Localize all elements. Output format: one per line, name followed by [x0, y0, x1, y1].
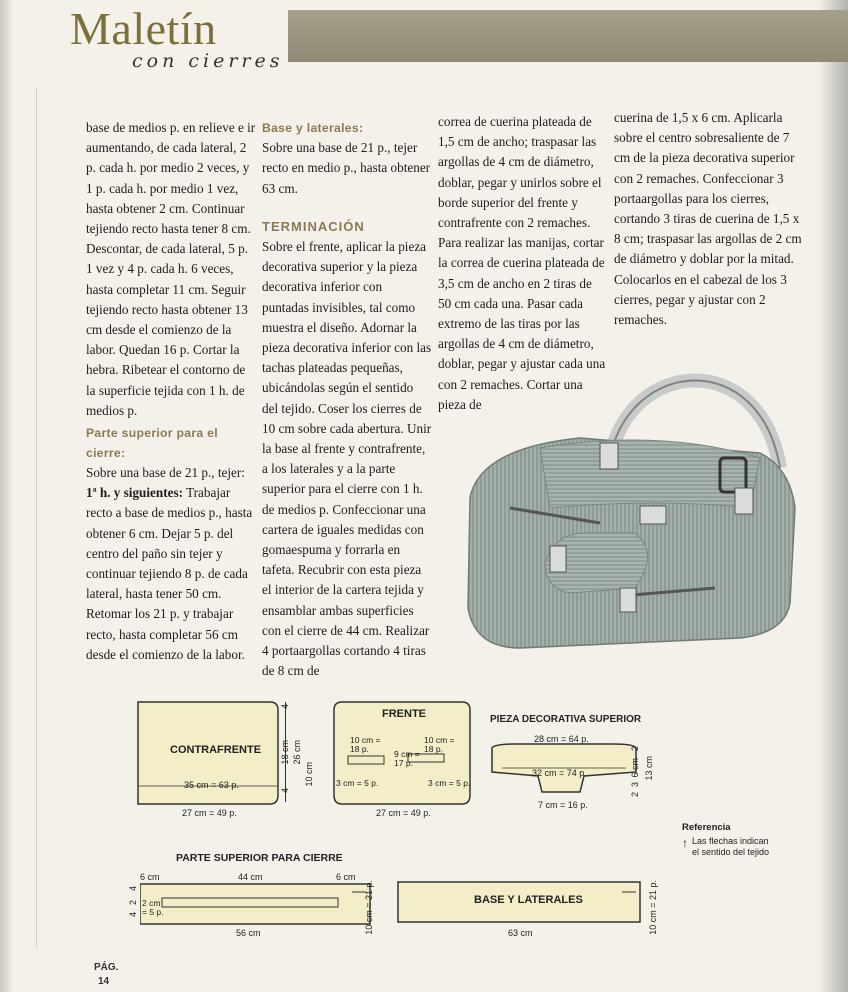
section-heading: Base y laterales: [262, 121, 364, 135]
diagram-measure: 3 cm = 5 p. [336, 778, 379, 788]
text-column-4 [614, 108, 804, 330]
section-heading: Parte superior para el cierre: [86, 426, 218, 461]
diagram-measure: 4 [280, 704, 290, 710]
diagram-measure: 18 cm [280, 740, 290, 765]
bag-strap-tab [640, 506, 666, 524]
legend-title: Referencia [682, 822, 731, 833]
diagram-measure: 6 cm [630, 758, 640, 778]
diagram-measure: 2 cm = 5 p. [142, 898, 164, 917]
diagram-title: PARTE SUPERIOR PARA CIERRE [176, 852, 343, 864]
diagram-measure: 4 [128, 912, 138, 918]
paragraph: Sobre el frente, aplicar la pieza decorativa superior y la pieza decorativa inferior con puntadas invisibles, tal como muestra el diseño. Adornar la pieza decorativa inferior con las tachas plateadas pequeñas, ubicándolas según el sentido del tejido. Coser los cierres de 10 cm sobre cada abertura. Unir la base al frente y contrafrente, a los laterales y a la parte superior para el cierre con 1 h. de medios p. Confeccionar una cartera de iguales medidas con gomaespuma y forrarla en tafeta. Recubrir con esta pieza el interior de la cartera tejida y ensamblar ambas superficies con el cierre de 44 cm. Realizar 4 portaargollas cortando 4 tiras de 8 cm de [262, 239, 432, 679]
diagram-measure: 32 cm = 74 p. [532, 768, 587, 778]
page-edge-shadow [818, 0, 848, 992]
diagram-title: FRENTE [382, 708, 426, 720]
page-subtitle: con cierres [132, 50, 284, 72]
bag-flap [540, 440, 760, 508]
diagram-title: PIEZA DECORATIVA SUPERIOR [490, 714, 642, 725]
diagram-base-laterales [396, 872, 666, 942]
diagram-measure: 2 [630, 792, 640, 798]
diagram-parte-superior [120, 850, 390, 940]
title-bar [288, 10, 848, 62]
legend-text: Las flechas indican [692, 836, 769, 846]
page-title: Maletín [70, 3, 217, 54]
paragraph: base de medios p. en relieve e ir aumentando, de cada lateral, 2 p. cada h. por medio 2 veces, y 1 p. cada h. por medio 1 vez, hasta obtener 2 cm. Continuar tejiendo recto hasta tener 8 cm. Descontar, de cada lateral, 5 p. 1 vez y 4 p. cada h. 6 veces, hasta completar 11 cm. Seguir tejiendo recto hasta obtener 13 cm desde el comienzo de la labor. Quedan 16 p. Cortar la hebra. Ribetear el contorno de la superficie tejida con 1 h. de medios p. [86, 120, 256, 418]
text-column-2 [262, 118, 432, 681]
diagram-measure: 27 cm = 49 p. [182, 808, 237, 818]
diagram-measure: 13 cm [644, 756, 654, 781]
diagram-measure: 28 cm = 64 p. [534, 734, 589, 744]
diagram-measure: 2 [630, 746, 640, 752]
section-heading: TERMINACIÓN [262, 218, 365, 234]
bag-strap-tab [550, 546, 566, 572]
diagram-measure: 35 cm = 63 p. [184, 780, 239, 790]
parte-superior-shape [140, 882, 390, 926]
diagram-measure: 56 cm [236, 928, 261, 938]
diagram-measure: 10 cm = 18 p. [424, 735, 455, 754]
diagram-measure: 10 cm = 21 p. [364, 880, 374, 935]
diagram-measure: 10 cm = 18 p. [350, 735, 381, 754]
margin-rule [36, 88, 37, 948]
bag-photo [460, 348, 810, 668]
paragraph [86, 483, 256, 665]
row-label: 1ª h. y siguientes: [86, 485, 184, 501]
diagram-title: CONTRAFRENTE [170, 744, 262, 756]
bag-strap-tab [735, 488, 753, 514]
diagram-measure: 26 cm [292, 740, 302, 765]
paragraph: Sobre una base de 21 p., tejer recto en medio p., hasta obtener 63 cm. [262, 140, 431, 196]
legend-text: el sentido del tejido [692, 847, 770, 857]
diagram-measure: 4 [280, 788, 290, 794]
diagram-measure: 10 cm [304, 762, 314, 787]
page-number: 14 [98, 976, 110, 987]
diagram-title: BASE Y LATERALES [474, 894, 583, 906]
diagram-measure: 3 [630, 782, 640, 788]
diagram-contrafrente [130, 700, 330, 830]
paragraph: correa de cuerina plateada de 1,5 cm de ancho; traspasar las argollas de 4 cm de diámetro, doblar, pegar y unirlos sobre el borde superior del frente y contrafrente con 2 remaches. Para realizar las manijas, cortar la correa de cuerina plateada de 3,5 cm de ancho en 2 tiras de 50 cm cada una. Pasar cada extremo de las tiras por las argollas de 4 cm de diámetro, doblar, pegar y ajustar cada una con 2 remaches. Cortar una pieza de [438, 114, 606, 412]
diagram-measure: 6 cm [140, 872, 160, 882]
text-column-1 [86, 118, 256, 665]
paragraph-text: Trabajar recto a base de medios p., hasta obtener 6 cm. Dejar 5 p. del centro del paño sin tejer y continuar tejiendo 8 p. de cada lateral, hasta tener 50 cm. Retomar los 21 p. y trabajar recto, hasta completar 56 cm desde el comienzo de la labor. [86, 485, 253, 662]
diagram-measure: 10 cm = 21 p. [648, 880, 658, 935]
paragraph: Sobre una base de 21 p., tejer: [86, 465, 245, 481]
diagram-measure: 3 cm = 5 p. [428, 778, 471, 788]
diagram-measure: 9 cm = 17 p. [394, 749, 420, 768]
diagram-measure: 63 cm [508, 928, 533, 938]
page-label: PÁG. [94, 962, 119, 973]
bag-strap-tab [620, 588, 636, 612]
paragraph: cuerina de 1,5 x 6 cm. Aplicarla sobre el centro sobresaliente de 7 cm de la pieza decorativa superior con 2 remaches. Confeccionar 3 portaargollas para los cierres, cortando 3 tiras de cuerina de 1,5 x 8 cm; traspasar las argollas de 2 cm de diámetro y doblar por la mitad. Colocarlos en el cabezal de los 3 cierres, pegar y ajustar con 2 remaches. [614, 110, 802, 328]
diagram-pieza-decorativa [484, 712, 664, 822]
diagram-measure: 4 [128, 886, 138, 892]
page-gutter-shadow [0, 0, 14, 992]
arrow-up-icon: ↑ [682, 836, 688, 850]
diagram-measure: 44 cm [238, 872, 263, 882]
diagram-measure: 7 cm = 16 p. [538, 800, 588, 810]
legend-referencia [682, 822, 802, 862]
bag-strap-tab [600, 443, 618, 469]
diagram-frente [332, 700, 477, 830]
diagram-measure: 6 cm [336, 872, 356, 882]
diagram-measure: 27 cm = 49 p. [376, 808, 431, 818]
diagram-measure: 2 [128, 900, 138, 906]
